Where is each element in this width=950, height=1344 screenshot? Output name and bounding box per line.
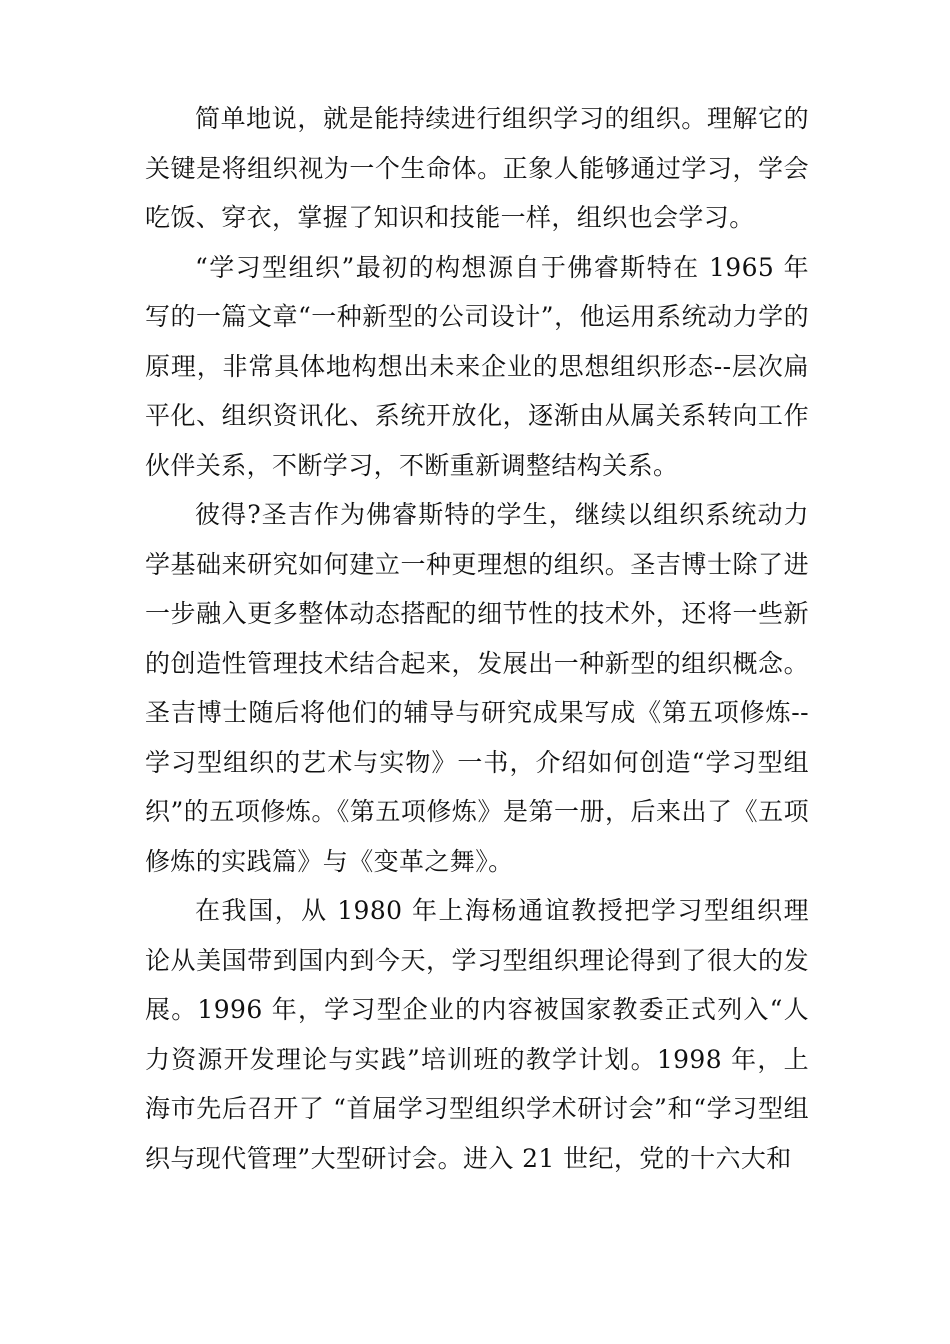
paragraph-4: 在我国，从 1980 年上海杨通谊教授把学习型组织理论从美国带到国内到今天，学习型组织理论得到了很大的发展。1996 年，学习型企业的内容被国家教委正式列入“人力资源开发理论与实践”培训班的教学计划。1998 年，上海市先后召开了 “首届学习型组织学术研讨会”和“学习型组织与现代管理”大型研讨会。进入 21 世纪，党的十六大和 [145, 896, 809, 1173]
document-body [145, 94, 809, 1183]
paragraph-2: “学习型组织”最初的构想源自于佛睿斯特在 1965 年写的一篇文章“一种新型的公司设计”，他运用系统动力学的原理，非常具体地构想出未来企业的思想组织形态--层次扁平化、组织资讯化、系统开放化，逐渐由从属关系转向工作伙伴关系，不断学习，不断重新调整结构关系。 [145, 252, 809, 480]
paragraph-1: 简单地说，就是能持续进行组织学习的组织。理解它的关键是将组织视为一个生命体。正象人能够通过学习，学会吃饭、穿衣，掌握了知识和技能一样，组织也会学习。 [145, 104, 809, 232]
paragraph-3: 彼得?圣吉作为佛睿斯特的学生，继续以组织系统动力学基础来研究如何建立一种更理想的组织。圣吉博士除了进一步融入更多整体动态搭配的细节性的技术外，还将一些新的创造性管理技术结合起来，发展出一种新型的组织概念。圣吉博士随后将他们的辅导与研究成果写成《第五项修炼--学习型组织的艺术与实物》一书，介绍如何创造“学习型组织”的五项修炼。《第五项修炼》是第一册，后来出了《五项修炼的实践篇》与《变革之舞》。 [145, 500, 809, 876]
